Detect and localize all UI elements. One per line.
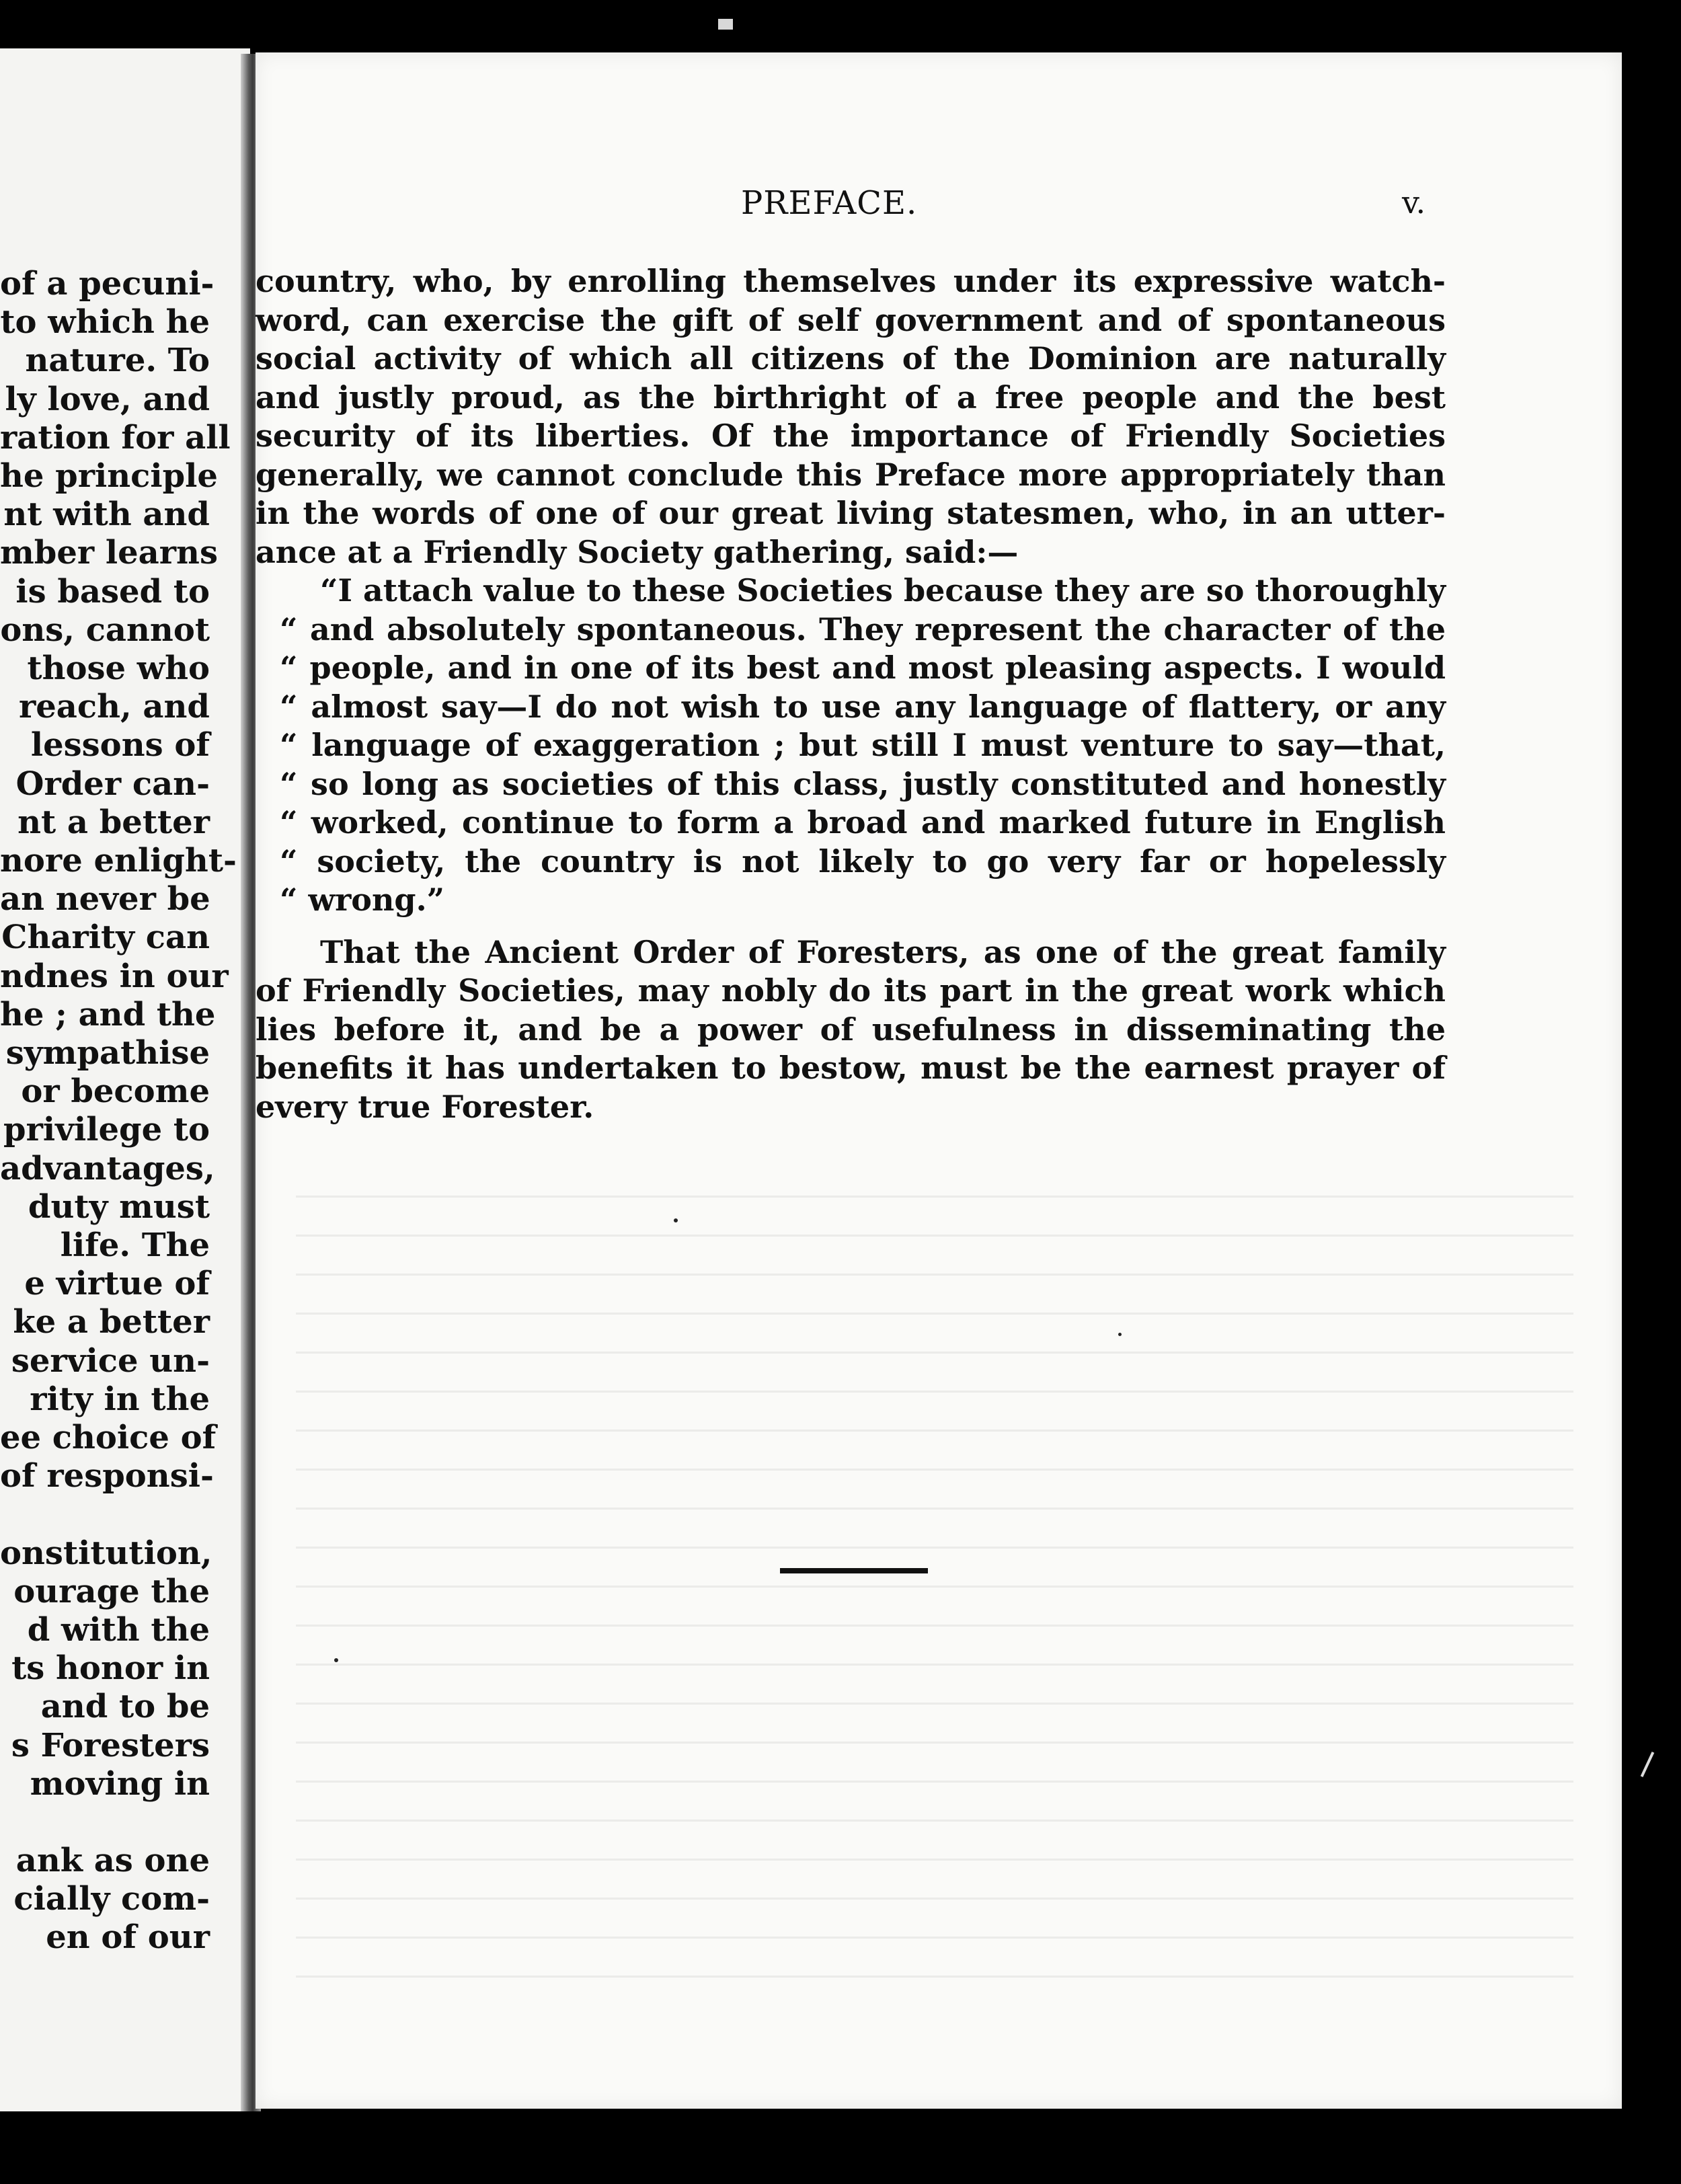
- left-page-line: an never be: [0, 880, 210, 919]
- text-line: every true Forester.: [256, 1088, 594, 1125]
- text-line: of Friendly Societies, may nobly do its part in the great work which: [256, 972, 1446, 1009]
- left-page-line: moving in: [30, 1764, 210, 1803]
- show-through-text: [296, 1196, 1573, 1989]
- left-page-line: he ; and the: [0, 995, 216, 1034]
- text-line: social activity of which all citizens of the Dominion are naturally: [256, 340, 1446, 377]
- left-page-line: cially com-: [13, 1880, 210, 1918]
- left-page-line: nore enlight-: [0, 842, 237, 880]
- left-page-line: Order can-: [15, 765, 210, 803]
- left-page-line: Charity can: [1, 919, 210, 957]
- left-page-line: ndnes in our: [0, 957, 229, 995]
- paragraph-1: [256, 262, 1446, 572]
- page-number: v.: [1402, 184, 1426, 221]
- text-line: benefits it has undertaken to bestow, must be the earnest prayer of: [256, 1050, 1446, 1086]
- left-page-line: ts honor in: [11, 1649, 210, 1688]
- quote-line: “ so long as societies of this class, justly constituted and honestly: [280, 765, 1446, 802]
- quote-line: “ language of exaggeration ; but still I must venture to say—that,: [280, 727, 1446, 763]
- text-line: lies before it, and be a power of usefulness in disseminating the: [256, 1011, 1446, 1048]
- left-page-line: en of our: [46, 1918, 210, 1957]
- left-page-line: those who: [27, 650, 210, 688]
- scan-mark: [718, 19, 733, 30]
- left-page-line: privilege to: [3, 1111, 210, 1149]
- left-page-line: lessons of: [30, 726, 210, 765]
- quote-line: “ and absolutely spontaneous. They represent the character of the: [280, 611, 1446, 648]
- left-page-line: advantages,: [0, 1149, 215, 1187]
- scan-mark: [1641, 1752, 1655, 1777]
- speck: [334, 1658, 338, 1662]
- left-page-line: ly love, and: [5, 380, 210, 418]
- left-page-line: nt a better: [17, 803, 210, 841]
- preface-text: [256, 262, 1446, 1126]
- left-page-line: to which he: [0, 303, 210, 342]
- right-page: [256, 52, 1622, 2109]
- left-page-line: of a pecuni-: [0, 265, 214, 303]
- left-page-text: [0, 265, 237, 1957]
- left-page-line: mber learns: [0, 534, 218, 572]
- quote-line: “I attach value to these Societies because they are so thoroughly: [320, 572, 1446, 609]
- text-line: country, who, by enrolling themselves under its expressive watch-: [256, 263, 1446, 299]
- left-page-line: nt with and: [3, 496, 210, 534]
- left-page-line: onstitution,: [0, 1534, 212, 1572]
- left-page-line: ank as one: [15, 1841, 210, 1879]
- left-page-fragment: [0, 48, 250, 2111]
- left-page-line: or become: [21, 1072, 210, 1111]
- paragraph-2: [256, 933, 1446, 1127]
- page-header: [256, 184, 1622, 231]
- text-line: generally, we cannot conclude this Preface more appropriately than: [256, 456, 1446, 493]
- text-line: security of its liberties. Of the importance of Friendly Societies: [256, 418, 1446, 454]
- left-page-line: ourage the: [13, 1572, 210, 1610]
- quotation: [256, 572, 1446, 920]
- text-line: word, can exercise the gift of self government and of spontaneous: [256, 301, 1446, 338]
- left-page-line: ration for all: [0, 418, 231, 457]
- left-page-line: e virtue of: [24, 1265, 210, 1303]
- text-line: in the words of one of our great living statesmen, who, in an utter-: [256, 495, 1446, 531]
- running-title: PREFACE.: [741, 184, 918, 222]
- left-page-line: he principle: [0, 457, 218, 496]
- quote-line: “ wrong.”: [280, 882, 445, 918]
- speck: [674, 1218, 678, 1222]
- left-page-line: and to be: [40, 1688, 210, 1726]
- left-page-line: ke a better: [13, 1303, 210, 1341]
- left-page-line: of responsi-: [0, 1457, 214, 1495]
- left-page-line: duty must: [28, 1187, 210, 1226]
- quote-line: “ almost say—I do not wish to use any language of flattery, or any: [280, 688, 1446, 725]
- left-page-line: life. The: [60, 1226, 210, 1265]
- text-line: and justly proud, as the birthright of a free people and the best: [256, 379, 1446, 416]
- left-page-line: d with the: [27, 1610, 210, 1649]
- left-page-line: ons, cannot: [0, 611, 210, 649]
- text-line: ance at a Friendly Society gathering, said:—: [256, 533, 1019, 570]
- left-page-line: nature. To: [25, 342, 210, 380]
- left-page-line: ee choice of: [0, 1419, 217, 1457]
- speck: [1118, 1333, 1122, 1336]
- left-page-line: service un-: [11, 1341, 210, 1380]
- quote-line: “ worked, continue to form a broad and marked future in English: [280, 804, 1446, 841]
- closing-rule: [780, 1568, 928, 1573]
- quote-line: “ people, and in one of its best and most pleasing aspects. I would: [280, 650, 1446, 686]
- left-page-line: sympathise: [5, 1034, 210, 1072]
- left-page-line: rity in the: [30, 1380, 210, 1418]
- left-page-line: reach, and: [18, 688, 210, 726]
- left-page-line: s Foresters: [11, 1726, 210, 1764]
- text-line: That the Ancient Order of Foresters, as one of the great family: [320, 933, 1446, 970]
- quote-line: “ society, the country is not likely to go very far or hopelessly: [280, 843, 1446, 880]
- left-page-line: is based to: [15, 572, 210, 611]
